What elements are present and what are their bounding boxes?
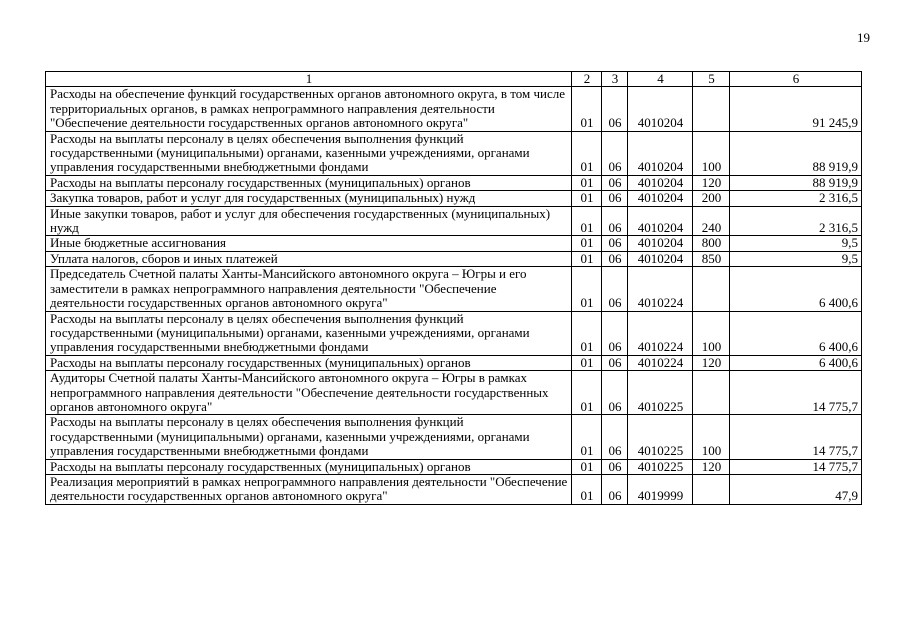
- cell-amount: 2 316,5: [730, 206, 862, 236]
- cell-amount: 6 400,6: [730, 311, 862, 355]
- cell-amount: 9,5: [730, 251, 862, 266]
- cell-expense-type: 120: [693, 459, 730, 474]
- table-row: [46, 415, 862, 459]
- cell-name: Расходы на выплаты персоналу государственных (муниципальных) органов: [46, 355, 572, 370]
- table-row: [46, 206, 862, 236]
- cell-expense-type: 240: [693, 206, 730, 236]
- header-col-section: 2: [572, 72, 602, 87]
- cell-subsection: 06: [602, 267, 628, 311]
- cell-section: 01: [572, 474, 602, 504]
- cell-target-article: 4010224: [628, 355, 693, 370]
- cell-section: 01: [572, 191, 602, 206]
- cell-target-article: 4010204: [628, 131, 693, 175]
- cell-name: Расходы на выплаты персоналу в целях обеспечения выполнения функций государственными (муниципальными) органами, казенными учреждениями, органами управления государственными внебюджетными фондами: [46, 311, 572, 355]
- cell-target-article: 4010225: [628, 415, 693, 459]
- table-row: [46, 131, 862, 175]
- cell-subsection: 06: [602, 251, 628, 266]
- table-body: [46, 87, 862, 504]
- header-col-expense-type: 5: [693, 72, 730, 87]
- cell-expense-type: 850: [693, 251, 730, 266]
- cell-amount: 14 775,7: [730, 371, 862, 415]
- cell-section: 01: [572, 175, 602, 190]
- table-row: [46, 311, 862, 355]
- cell-target-article: 4010204: [628, 236, 693, 251]
- cell-name: Расходы на выплаты персоналу государственных (муниципальных) органов: [46, 459, 572, 474]
- cell-amount: 6 400,6: [730, 267, 862, 311]
- header-col-amount: 6: [730, 72, 862, 87]
- cell-target-article: 4010204: [628, 191, 693, 206]
- cell-name: Расходы на выплаты персоналу в целях обеспечения выполнения функций государственными (муниципальными) органами, казенными учреждениями, органами управления государственными внебюджетными фондами: [46, 415, 572, 459]
- cell-amount: 2 316,5: [730, 191, 862, 206]
- cell-section: 01: [572, 206, 602, 236]
- cell-expense-type: [693, 267, 730, 311]
- cell-expense-type: [693, 87, 730, 131]
- cell-expense-type: 100: [693, 415, 730, 459]
- cell-expense-type: [693, 371, 730, 415]
- cell-amount: 6 400,6: [730, 355, 862, 370]
- cell-name: Иные закупки товаров, работ и услуг для обеспечения государственных (муниципальных) нужд: [46, 206, 572, 236]
- table-header-row: [46, 72, 862, 87]
- cell-section: 01: [572, 131, 602, 175]
- table-row: [46, 474, 862, 504]
- cell-section: 01: [572, 87, 602, 131]
- cell-name: Иные бюджетные ассигнования: [46, 236, 572, 251]
- cell-name: Расходы на выплаты персоналу в целях обеспечения выполнения функций государственными (муниципальными) органами, казенными учреждениями, органами управления государственными внебюджетными фондами: [46, 131, 572, 175]
- cell-section: 01: [572, 267, 602, 311]
- budget-table: [45, 71, 862, 505]
- cell-expense-type: 120: [693, 175, 730, 190]
- cell-amount: 14 775,7: [730, 459, 862, 474]
- cell-amount: 14 775,7: [730, 415, 862, 459]
- cell-expense-type: 120: [693, 355, 730, 370]
- cell-name: Председатель Счетной палаты Ханты-Мансийского автономного округа – Югры и его заместители в рамках непрограммного направления деятельности "Обеспечение деятельности государственных органов автономного округа": [46, 267, 572, 311]
- cell-amount: 88 919,9: [730, 175, 862, 190]
- header-col-name: 1: [46, 72, 572, 87]
- cell-name: Расходы на выплаты персоналу государственных (муниципальных) органов: [46, 175, 572, 190]
- table-row: [46, 175, 862, 190]
- cell-subsection: 06: [602, 311, 628, 355]
- cell-expense-type: 100: [693, 131, 730, 175]
- cell-subsection: 06: [602, 175, 628, 190]
- cell-amount: 47,9: [730, 474, 862, 504]
- cell-name: Уплата налогов, сборов и иных платежей: [46, 251, 572, 266]
- cell-subsection: 06: [602, 206, 628, 236]
- cell-expense-type: 200: [693, 191, 730, 206]
- header-col-target-article: 4: [628, 72, 693, 87]
- cell-subsection: 06: [602, 87, 628, 131]
- cell-section: 01: [572, 355, 602, 370]
- cell-target-article: 4010224: [628, 311, 693, 355]
- cell-subsection: 06: [602, 474, 628, 504]
- cell-expense-type: 800: [693, 236, 730, 251]
- cell-amount: 88 919,9: [730, 131, 862, 175]
- cell-target-article: 4010204: [628, 87, 693, 131]
- table-row: [46, 87, 862, 131]
- cell-subsection: 06: [602, 415, 628, 459]
- cell-target-article: 4010204: [628, 251, 693, 266]
- cell-subsection: 06: [602, 371, 628, 415]
- cell-subsection: 06: [602, 355, 628, 370]
- cell-amount: 91 245,9: [730, 87, 862, 131]
- cell-target-article: 4010225: [628, 371, 693, 415]
- cell-name: Расходы на обеспечение функций государственных органов автономного округа, в том числе территориальных органов, в рамках непрограммного направления деятельности "Обеспечение деятельности государственных органов автономного округа": [46, 87, 572, 131]
- table-row: [46, 191, 862, 206]
- cell-name: Аудиторы Счетной палаты Ханты-Мансийского автономного округа – Югры в рамках непрограммного направления деятельности "Обеспечение деятельности государственных органов автономного округа": [46, 371, 572, 415]
- cell-subsection: 06: [602, 131, 628, 175]
- page-number: 19: [857, 30, 870, 45]
- cell-target-article: 4010225: [628, 459, 693, 474]
- cell-section: 01: [572, 459, 602, 474]
- cell-target-article: 4019999: [628, 474, 693, 504]
- header-col-subsection: 3: [602, 72, 628, 87]
- table-row: [46, 251, 862, 266]
- table-row: [46, 236, 862, 251]
- table-row: [46, 355, 862, 370]
- cell-target-article: 4010204: [628, 175, 693, 190]
- cell-section: 01: [572, 371, 602, 415]
- cell-amount: 9,5: [730, 236, 862, 251]
- cell-target-article: 4010224: [628, 267, 693, 311]
- cell-subsection: 06: [602, 236, 628, 251]
- table-row: [46, 459, 862, 474]
- cell-section: 01: [572, 311, 602, 355]
- cell-subsection: 06: [602, 459, 628, 474]
- cell-name: Закупка товаров, работ и услуг для государственных (муниципальных) нужд: [46, 191, 572, 206]
- cell-section: 01: [572, 251, 602, 266]
- cell-expense-type: [693, 474, 730, 504]
- cell-name: Реализация мероприятий в рамках непрограммного направления деятельности "Обеспечение деятельности государственных органов автономного округа": [46, 474, 572, 504]
- cell-target-article: 4010204: [628, 206, 693, 236]
- cell-expense-type: 100: [693, 311, 730, 355]
- cell-section: 01: [572, 236, 602, 251]
- cell-subsection: 06: [602, 191, 628, 206]
- table-row: [46, 371, 862, 415]
- table-row: [46, 267, 862, 311]
- cell-section: 01: [572, 415, 602, 459]
